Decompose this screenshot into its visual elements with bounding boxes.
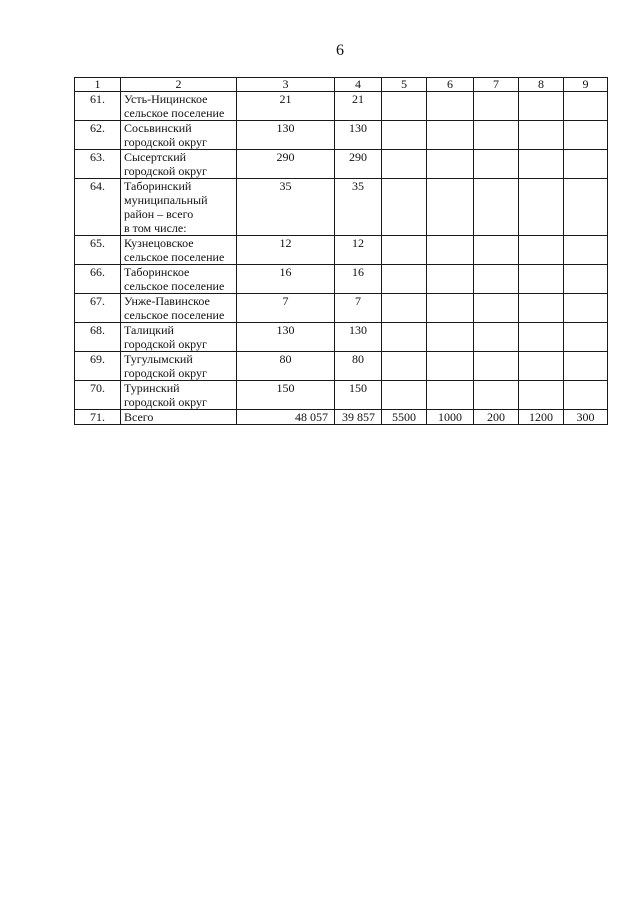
row-number: 63.: [75, 150, 121, 179]
cell-col9: [564, 92, 608, 121]
cell-col4: 130: [335, 323, 382, 352]
cell-col6: [427, 352, 474, 381]
cell-col5: [382, 179, 427, 236]
municipality-name: Туринский городской округ: [121, 381, 237, 410]
cell-col7: [474, 352, 519, 381]
cell-col3: 16: [237, 265, 335, 294]
cell-col6: [427, 92, 474, 121]
total-col4: 39 857: [335, 410, 382, 425]
column-header: 6: [427, 78, 474, 92]
total-col3: 48 057: [237, 410, 335, 425]
cell-col7: [474, 381, 519, 410]
cell-col7: [474, 236, 519, 265]
cell-col4: 16: [335, 265, 382, 294]
cell-col3: 130: [237, 121, 335, 150]
cell-col3: 80: [237, 352, 335, 381]
total-col5: 5500: [382, 410, 427, 425]
row-number: 62.: [75, 121, 121, 150]
cell-col6: [427, 381, 474, 410]
cell-col6: [427, 265, 474, 294]
table-row: [75, 323, 608, 352]
cell-col7: [474, 265, 519, 294]
cell-col6: [427, 179, 474, 236]
row-number: 71.: [75, 410, 121, 425]
table-row: [75, 92, 608, 121]
municipality-name: Таборинское сельское поселение: [121, 265, 237, 294]
table-row: [75, 179, 608, 236]
total-col9: 300: [564, 410, 608, 425]
cell-col7: [474, 150, 519, 179]
cell-col8: [519, 294, 564, 323]
data-table: [74, 77, 608, 425]
cell-col5: [382, 236, 427, 265]
cell-col9: [564, 179, 608, 236]
cell-col9: [564, 352, 608, 381]
cell-col6: [427, 236, 474, 265]
column-header: 1: [75, 78, 121, 92]
cell-col8: [519, 150, 564, 179]
cell-col9: [564, 121, 608, 150]
cell-col6: [427, 121, 474, 150]
municipality-name: Унже-Павинское сельское поселение: [121, 294, 237, 323]
table-row: [75, 150, 608, 179]
cell-col5: [382, 352, 427, 381]
cell-col8: [519, 92, 564, 121]
municipality-name: Сосьвинский городской округ: [121, 121, 237, 150]
municipality-name: Сысертский городской округ: [121, 150, 237, 179]
cell-col5: [382, 92, 427, 121]
column-header: 5: [382, 78, 427, 92]
cell-col9: [564, 323, 608, 352]
cell-col3: 35: [237, 179, 335, 236]
cell-col8: [519, 352, 564, 381]
cell-col3: 21: [237, 92, 335, 121]
row-number: 68.: [75, 323, 121, 352]
cell-col7: [474, 92, 519, 121]
cell-col8: [519, 121, 564, 150]
municipality-name: Талицкий городской округ: [121, 323, 237, 352]
total-row: [75, 410, 608, 425]
row-number: 65.: [75, 236, 121, 265]
cell-col5: [382, 381, 427, 410]
table-row: [75, 236, 608, 265]
cell-col9: [564, 236, 608, 265]
cell-col5: [382, 265, 427, 294]
column-header: 8: [519, 78, 564, 92]
cell-col3: 130: [237, 323, 335, 352]
municipality-name: Усть-Ницинское сельское поселение: [121, 92, 237, 121]
cell-col9: [564, 265, 608, 294]
cell-col8: [519, 381, 564, 410]
table-row: [75, 352, 608, 381]
header-row: [75, 78, 608, 92]
row-number: 66.: [75, 265, 121, 294]
cell-col5: [382, 294, 427, 323]
cell-col3: 150: [237, 381, 335, 410]
table-row: [75, 294, 608, 323]
row-number: 70.: [75, 381, 121, 410]
cell-col5: [382, 121, 427, 150]
cell-col4: 80: [335, 352, 382, 381]
table-row: [75, 381, 608, 410]
cell-col6: [427, 323, 474, 352]
cell-col4: 150: [335, 381, 382, 410]
total-label: Всего: [121, 410, 237, 425]
municipality-name: Таборинский муниципальный район – всего в том числе:: [121, 179, 237, 236]
cell-col9: [564, 150, 608, 179]
cell-col7: [474, 121, 519, 150]
column-header: 4: [335, 78, 382, 92]
table-row: [75, 265, 608, 294]
cell-col6: [427, 294, 474, 323]
cell-col5: [382, 323, 427, 352]
page-number: 6: [336, 42, 344, 59]
cell-col4: 290: [335, 150, 382, 179]
row-number: 67.: [75, 294, 121, 323]
row-number: 69.: [75, 352, 121, 381]
cell-col7: [474, 179, 519, 236]
cell-col6: [427, 150, 474, 179]
row-number: 64.: [75, 179, 121, 236]
cell-col4: 130: [335, 121, 382, 150]
row-number: 61.: [75, 92, 121, 121]
column-header: 2: [121, 78, 237, 92]
cell-col3: 290: [237, 150, 335, 179]
cell-col3: 7: [237, 294, 335, 323]
total-col8: 1200: [519, 410, 564, 425]
cell-col4: 7: [335, 294, 382, 323]
total-col6: 1000: [427, 410, 474, 425]
column-header: 3: [237, 78, 335, 92]
table-row: [75, 121, 608, 150]
cell-col8: [519, 323, 564, 352]
municipality-name: Кузнецовское сельское поселение: [121, 236, 237, 265]
cell-col5: [382, 150, 427, 179]
cell-col4: 35: [335, 179, 382, 236]
cell-col8: [519, 179, 564, 236]
cell-col9: [564, 381, 608, 410]
cell-col9: [564, 294, 608, 323]
total-col7: 200: [474, 410, 519, 425]
cell-col8: [519, 236, 564, 265]
cell-col3: 12: [237, 236, 335, 265]
column-header: 9: [564, 78, 608, 92]
cell-col8: [519, 265, 564, 294]
cell-col7: [474, 323, 519, 352]
municipality-name: Тугулымский городской округ: [121, 352, 237, 381]
cell-col7: [474, 294, 519, 323]
column-header: 7: [474, 78, 519, 92]
cell-col4: 12: [335, 236, 382, 265]
cell-col4: 21: [335, 92, 382, 121]
